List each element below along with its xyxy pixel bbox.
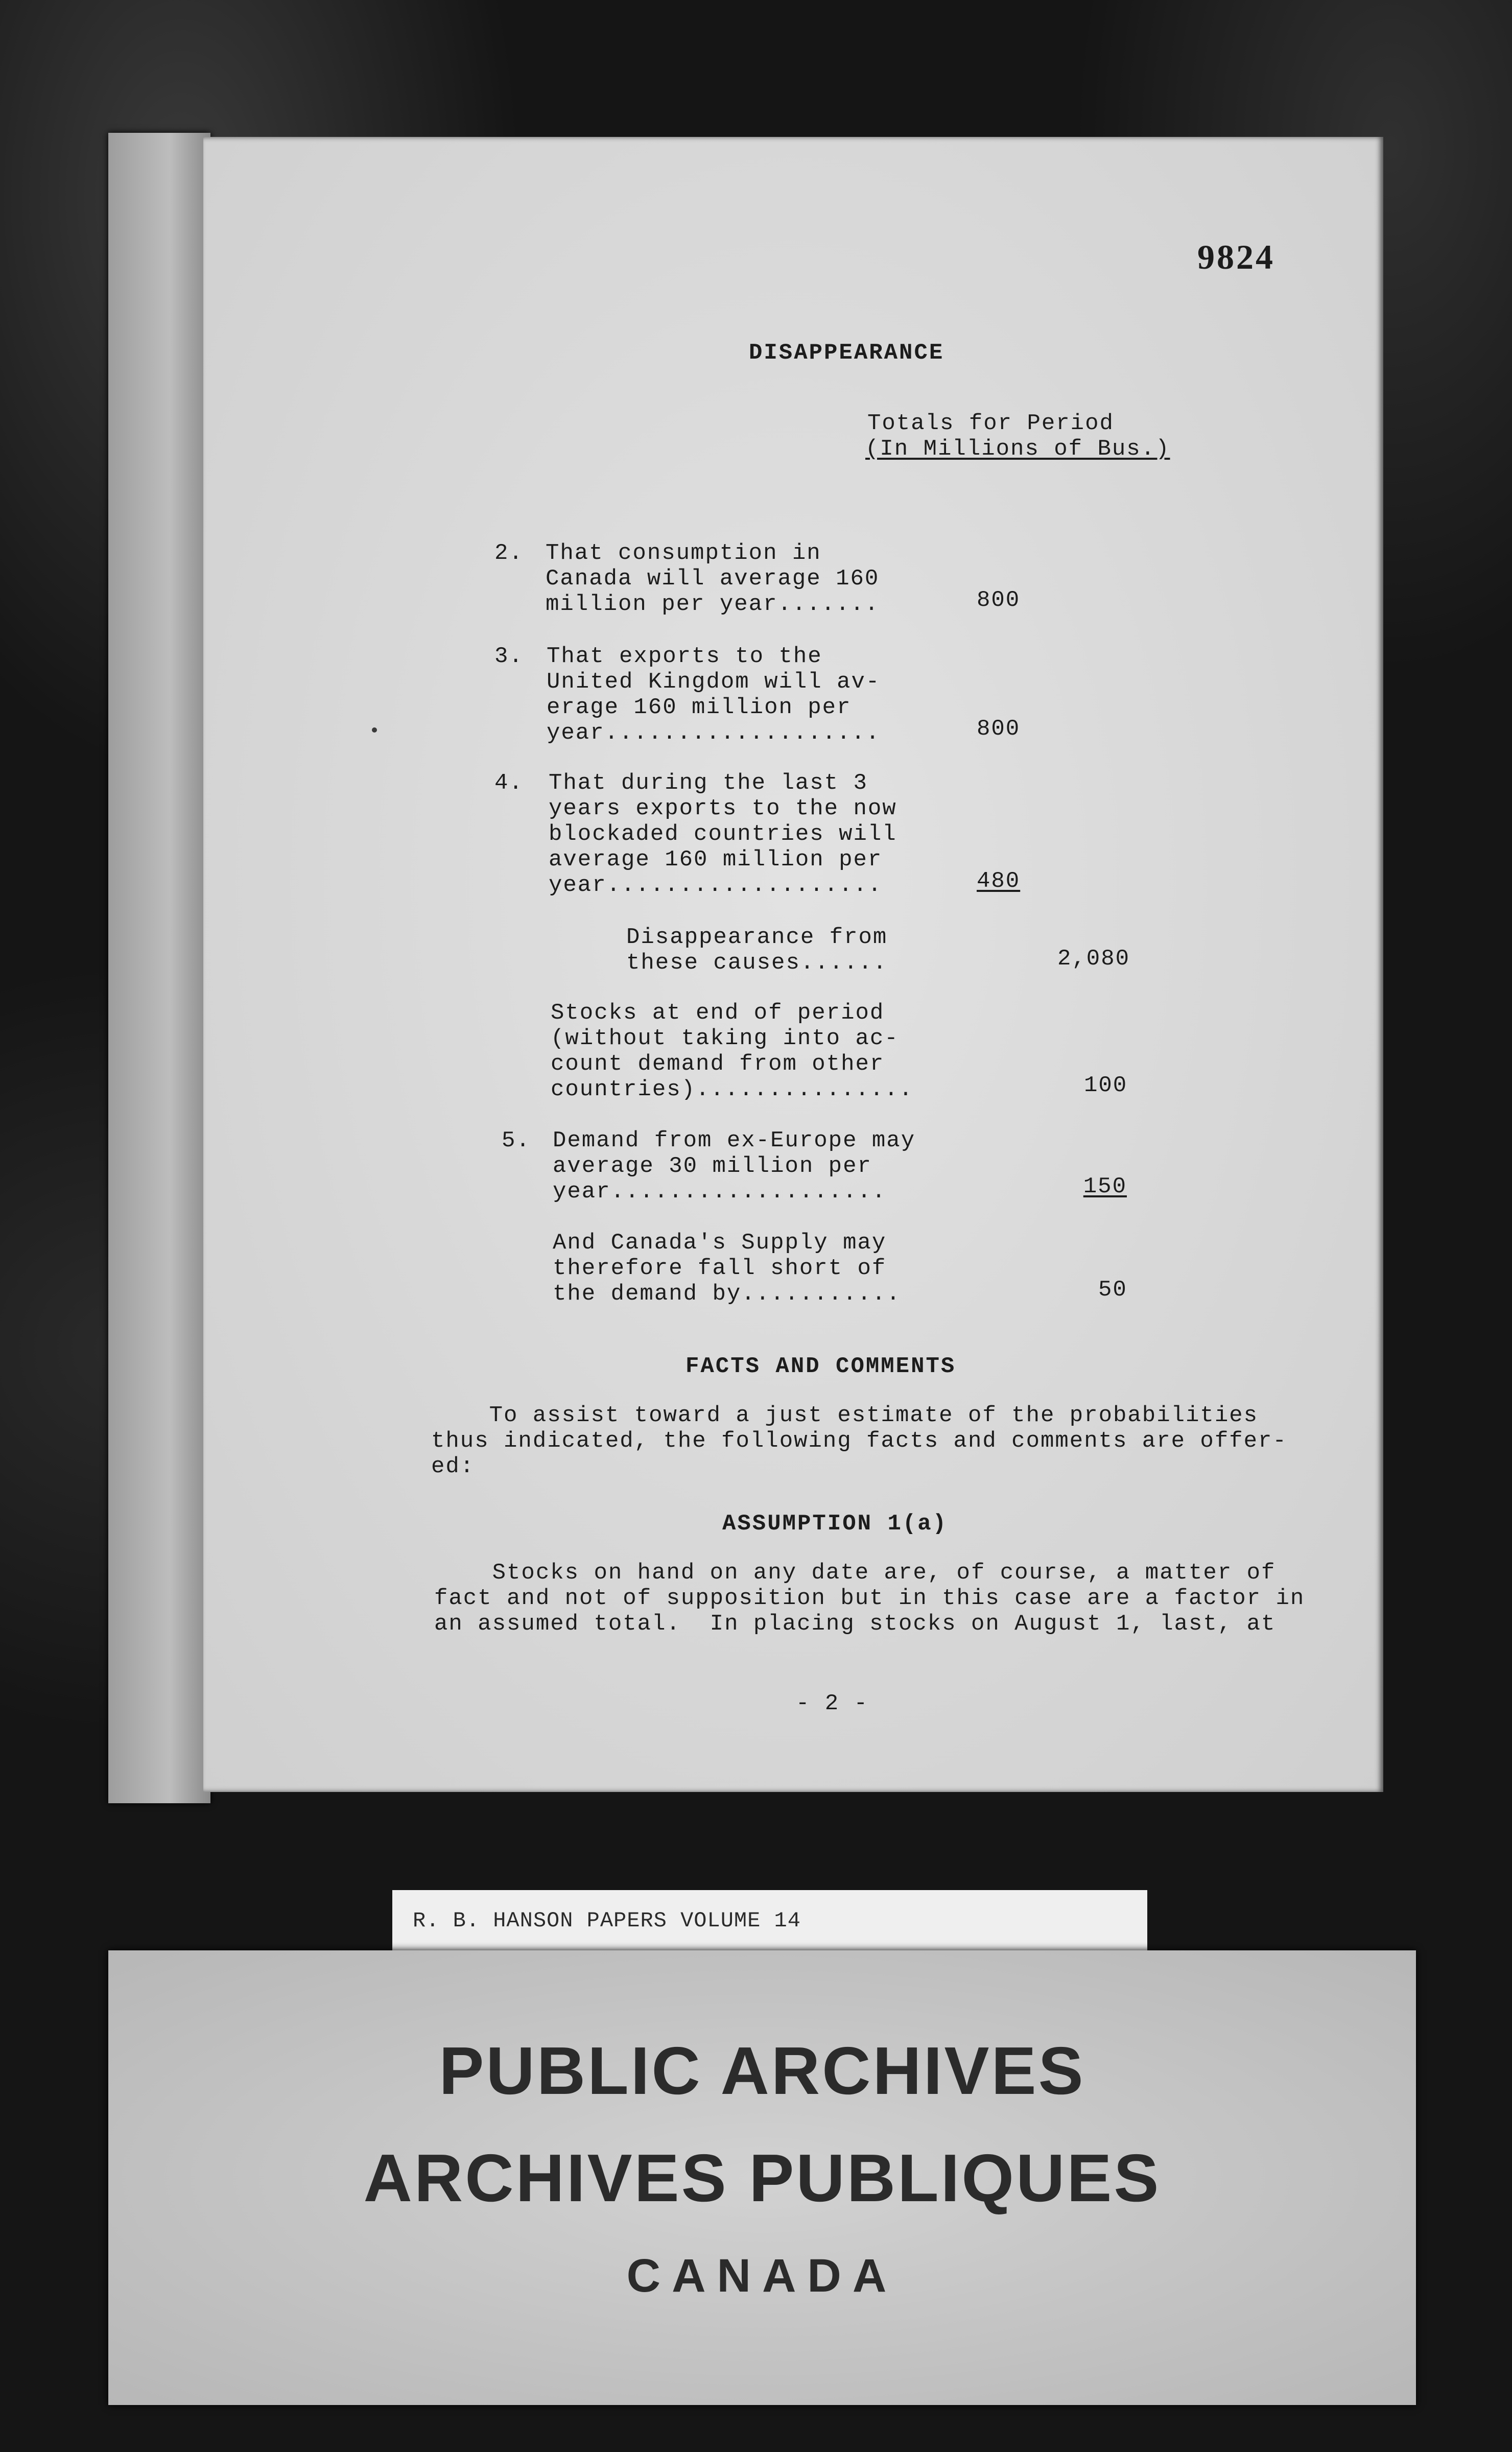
shortfall-line: therefore fall short of bbox=[553, 1256, 887, 1281]
archive-label-strip bbox=[392, 1890, 1147, 1950]
column-header-line2: (In Millions of Bus.) bbox=[865, 436, 1170, 462]
facts-line: To assist toward a just estimate of the probabilities bbox=[431, 1403, 1259, 1428]
subtotal-line: these causes...... bbox=[626, 950, 888, 976]
assumption-line: year................... bbox=[549, 873, 883, 898]
assumption-heading: ASSUMPTION 1(a) bbox=[722, 1511, 948, 1537]
page-number: 9824 bbox=[1197, 238, 1275, 276]
subtotal-value: 2,080 bbox=[1057, 946, 1130, 972]
assumption-number: 2. bbox=[494, 540, 524, 566]
footer-page-number: - 2 - bbox=[796, 1691, 869, 1716]
facts-heading: FACTS AND COMMENTS bbox=[686, 1354, 956, 1379]
archives-stamp-card bbox=[108, 1950, 1416, 2405]
archive-label: R. B. HANSON PAPERS VOLUME 14 bbox=[413, 1908, 801, 1933]
stamp-line-canada: CANADA bbox=[626, 2250, 898, 2302]
assumption-number: 4. bbox=[494, 770, 524, 796]
assumption-line: year................... bbox=[547, 720, 881, 746]
assumption-paragraph-line: Stocks on hand on any date are, of course, a matter of bbox=[434, 1560, 1276, 1586]
assumption-line: years exports to the now bbox=[549, 796, 897, 821]
assumption-paragraph-line: fact and not of supposition but in this case are a factor in bbox=[434, 1586, 1305, 1611]
shortfall-value: 50 bbox=[1098, 1277, 1127, 1303]
demand-number: 5. bbox=[502, 1128, 531, 1153]
assumption-paragraph-line: an assumed total. In placing stocks on August 1, last, at bbox=[434, 1611, 1276, 1637]
assumption-line: average 160 million per bbox=[549, 847, 883, 873]
assumption-line: erage 160 million per bbox=[547, 695, 852, 720]
assumption-line: United Kingdom will av- bbox=[547, 669, 881, 695]
document-title: DISAPPEARANCE bbox=[749, 340, 944, 366]
facts-line: ed: bbox=[431, 1454, 475, 1479]
stocks-line: (without taking into ac- bbox=[551, 1026, 899, 1051]
column-header-line1: Totals for Period bbox=[867, 411, 1114, 436]
stocks-value: 100 bbox=[1084, 1073, 1128, 1098]
demand-line: average 30 million per bbox=[553, 1153, 872, 1179]
assumption-line: That consumption in bbox=[546, 540, 821, 566]
stamp-line-public-archives: PUBLIC ARCHIVES bbox=[439, 2033, 1085, 2108]
stamp-line-archives-publiques: ARCHIVES PUBLIQUES bbox=[363, 2140, 1161, 2215]
stocks-line: count demand from other bbox=[551, 1051, 885, 1077]
underlying-page-edge bbox=[108, 133, 210, 1803]
assumption-number: 3. bbox=[494, 644, 524, 669]
assumption-value: 800 bbox=[977, 587, 1021, 613]
assumption-line: That exports to the bbox=[547, 644, 822, 669]
assumption-line: That during the last 3 bbox=[549, 770, 868, 796]
subtotal-line: Disappearance from bbox=[626, 925, 888, 950]
assumption-line: million per year....... bbox=[546, 592, 880, 617]
demand-line: year................... bbox=[553, 1179, 887, 1205]
facts-line: thus indicated, the following facts and comments are offer- bbox=[431, 1428, 1287, 1454]
shortfall-line: And Canada's Supply may bbox=[553, 1230, 887, 1256]
stocks-line: Stocks at end of period bbox=[551, 1000, 885, 1026]
assumption-value: 800 bbox=[977, 716, 1021, 742]
assumption-line: Canada will average 160 bbox=[546, 566, 880, 592]
stocks-line: countries)............... bbox=[551, 1077, 914, 1102]
shortfall-line: the demand by........... bbox=[553, 1281, 901, 1307]
document-page bbox=[203, 137, 1383, 1792]
demand-value: 150 bbox=[1083, 1174, 1127, 1199]
demand-line: Demand from ex-Europe may bbox=[553, 1128, 916, 1153]
assumption-value: 480 bbox=[977, 868, 1021, 894]
assumption-line: blockaded countries will bbox=[549, 821, 897, 847]
ink-speck bbox=[372, 727, 377, 733]
